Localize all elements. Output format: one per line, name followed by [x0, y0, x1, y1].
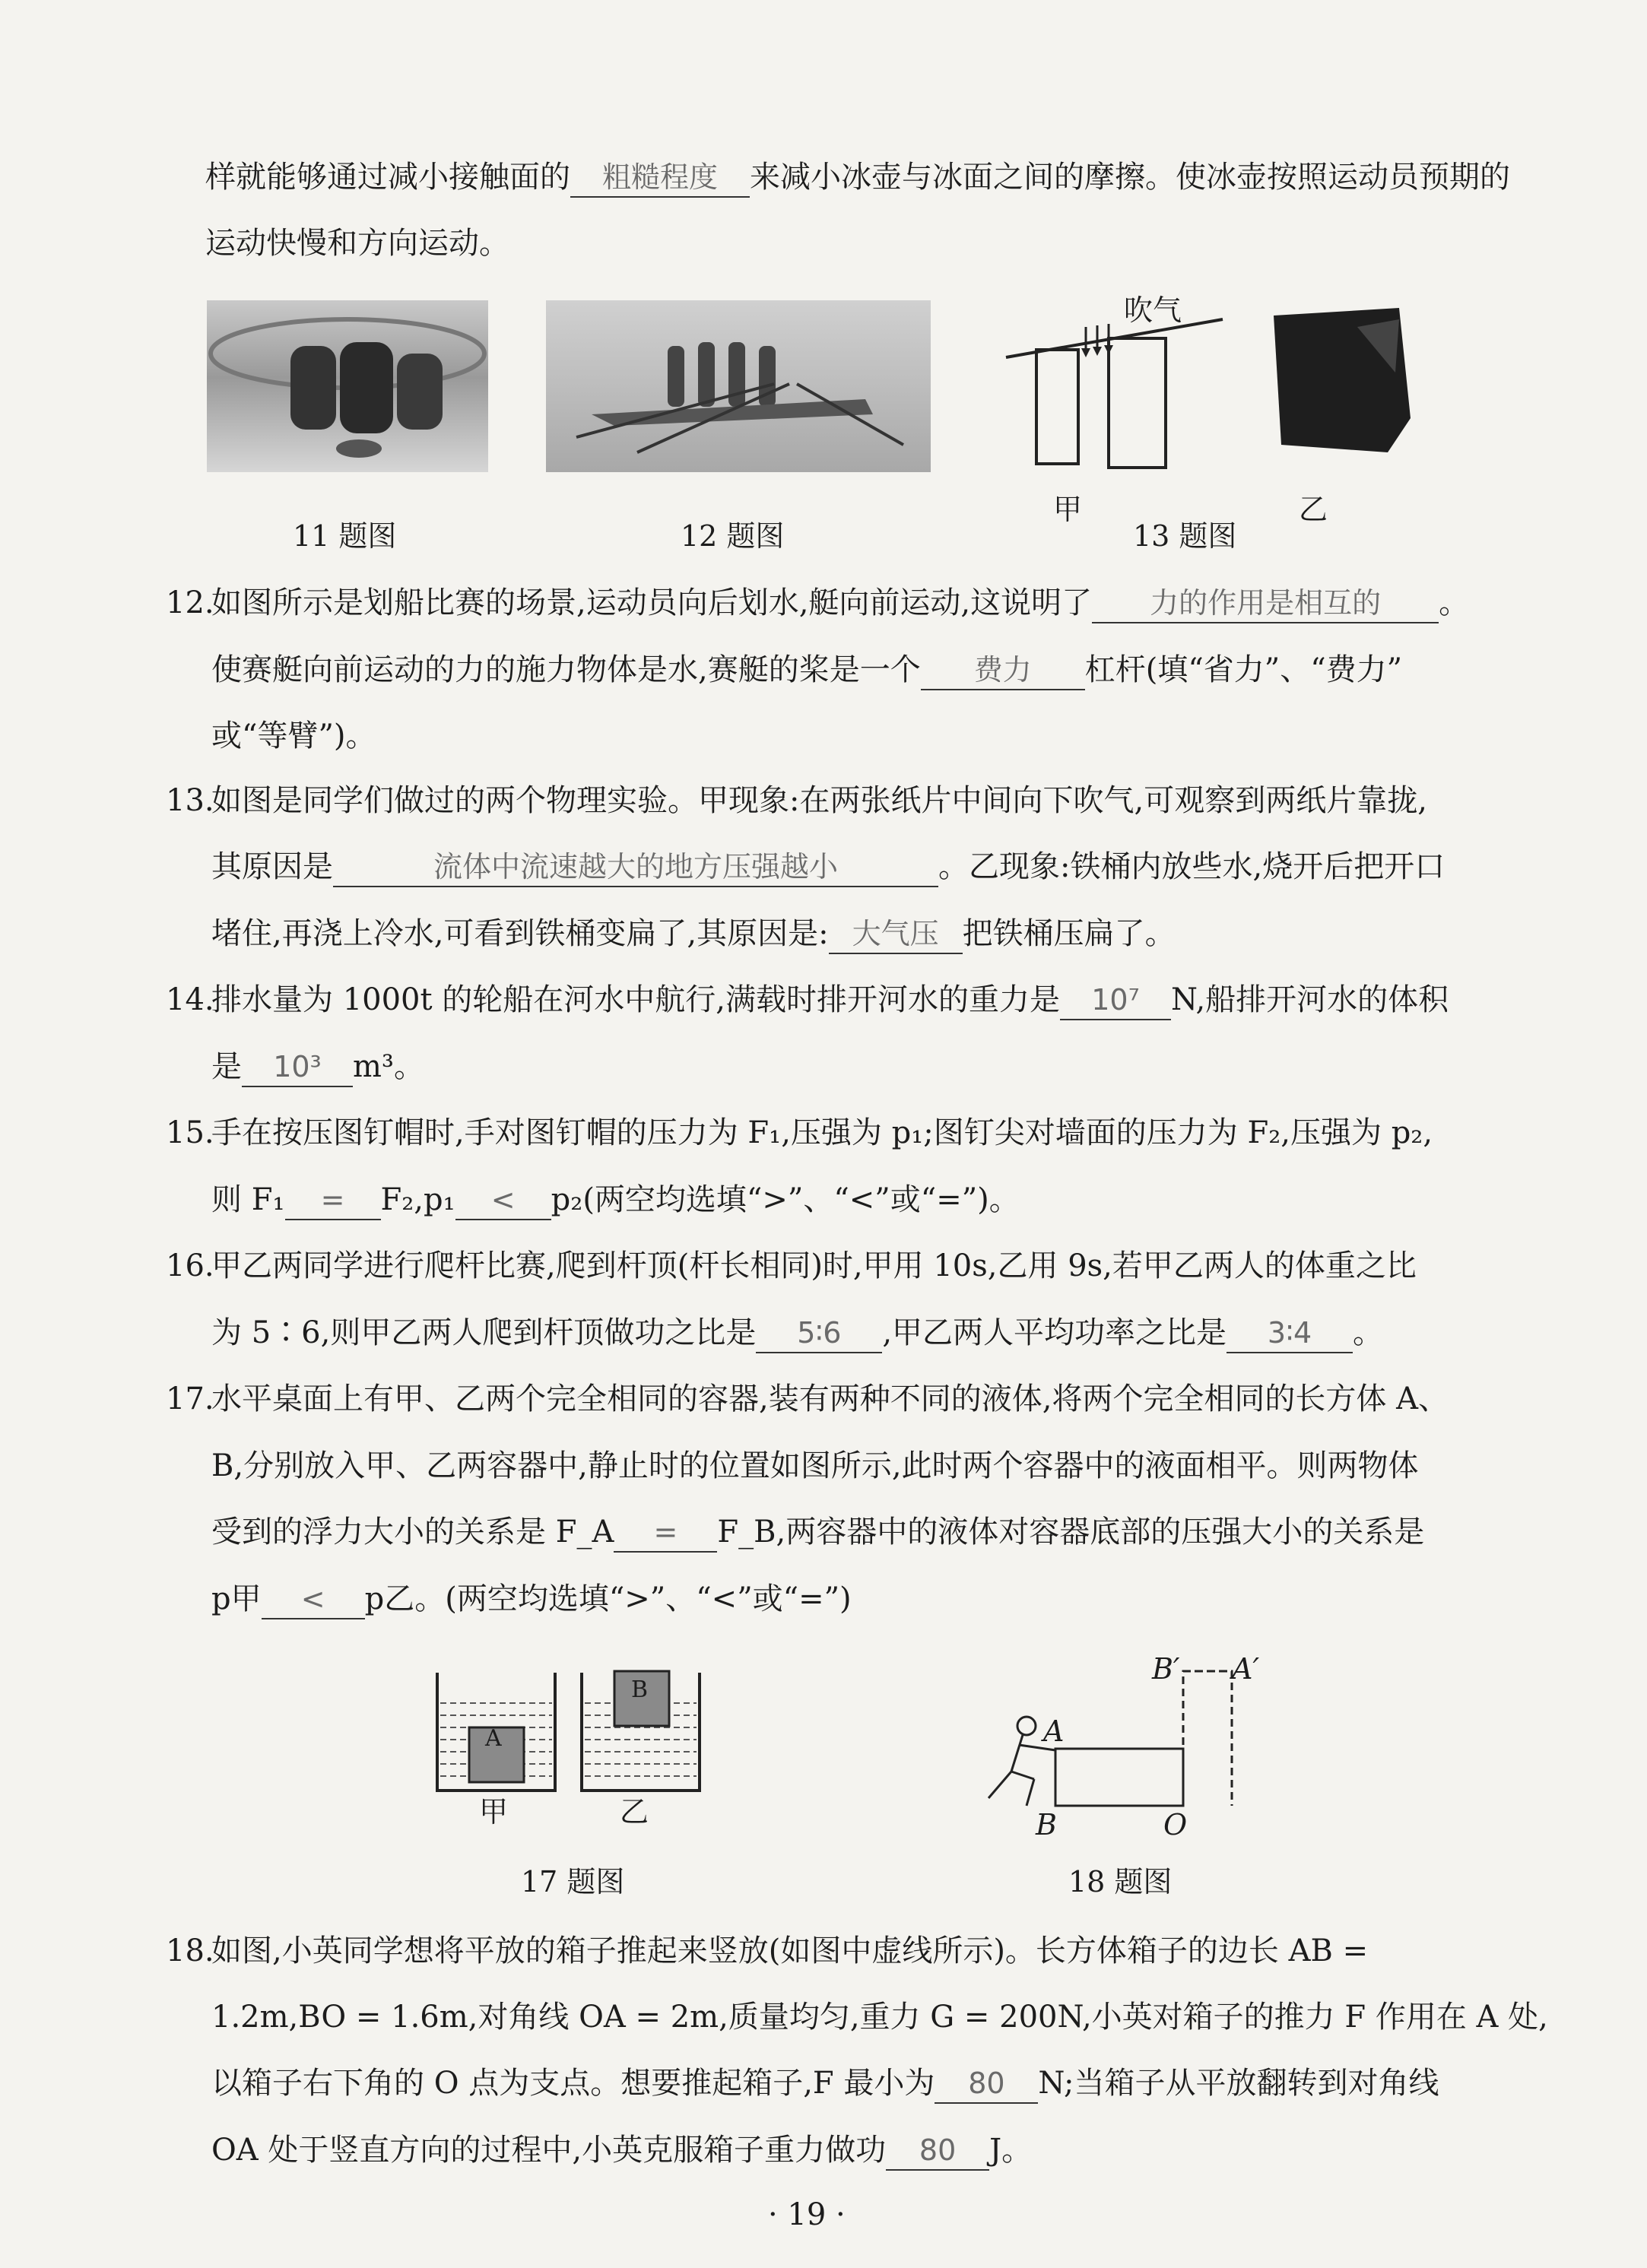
- q17-text: 水平桌面上有甲、乙两个完全相同的容器,装有两种不同的液体,将两个完全相同的长方体 A、: [211, 1381, 1449, 1416]
- q12-text-2b: 杠杆(填“省力”、“费力”: [1084, 652, 1403, 687]
- q13-line-2: [211, 845, 1445, 888]
- q15-text: 手在按压图钉帽时,手对图钉帽的压力为 F₁,压强为 p₁;图钉尖对墙面的压力为 F₂,压强为 p₂,: [211, 1115, 1433, 1150]
- answer-blank: 粗糙程度: [570, 158, 750, 198]
- q14-answer-2: 10³: [242, 1048, 353, 1087]
- q13-text: 如图是同学们做过的两个物理实验。甲现象:在两张纸片中间向下吹气,可观察到两纸片靠拢,: [211, 783, 1427, 818]
- box-flat: [1055, 1749, 1183, 1806]
- q12-line-3: 或“等臂”)。: [211, 718, 376, 753]
- q17-line-2: B,分别放入甲、乙两容器中,静止时的位置如图所示,此时两个容器中的液面相平。则两物体: [211, 1448, 1419, 1483]
- q12-answer-1: 力的作用是相互的: [1092, 584, 1439, 623]
- q13-answer-2: 大气压: [829, 915, 963, 954]
- q15-answer-2: <: [455, 1181, 551, 1220]
- caption-17: 17 题图: [521, 1865, 625, 1898]
- person-figure: [1017, 1717, 1036, 1735]
- q13-text-2a: 其原因是: [211, 849, 333, 884]
- rowing-photo: [546, 300, 931, 472]
- intro-text-b: 来减小冰壶与冰面之间的摩擦。使冰壶按照运动员预期的: [750, 160, 1510, 195]
- q17-answer-1: =: [614, 1513, 717, 1553]
- q18-line-4: [211, 2129, 1032, 2171]
- q17-line-3: [211, 1511, 1424, 1553]
- page-number: · 19 ·: [768, 2197, 846, 2232]
- q17-text-4b: p乙。(两空均选填“>”、“<”或“=”): [364, 1581, 852, 1616]
- blow-label: 吹气: [1124, 293, 1182, 327]
- caption-11: 11 题图: [293, 519, 397, 553]
- curling-photo: [207, 300, 488, 472]
- q13-line-1: [166, 779, 1427, 822]
- q12-answer-2: 费力: [921, 651, 1085, 690]
- label-b: B: [1036, 1808, 1057, 1841]
- q16-number: 16.: [166, 1248, 214, 1283]
- rowing-figure: [546, 300, 931, 472]
- q18-line-1: [166, 1930, 1368, 1972]
- q16-answer-1: 5∶6: [756, 1314, 882, 1353]
- label-a-prime: A′: [1232, 1652, 1260, 1686]
- q16-answer-2: 3∶4: [1227, 1314, 1353, 1353]
- q15-text-2b: F₂,p₁: [380, 1182, 455, 1217]
- q12-text-2: 使赛艇向前运动的力的施力物体是水,赛艇的桨是一个: [211, 652, 921, 687]
- q12-line-1: [166, 582, 1469, 624]
- q14-text-2b: m³。: [353, 1049, 424, 1084]
- q15-line-1: [166, 1112, 1433, 1154]
- label-yi-13: 乙: [1299, 493, 1328, 526]
- q14-line-2: [211, 1045, 424, 1088]
- crushed-barrel-photo: [1266, 304, 1418, 456]
- label-yi-17: 乙: [620, 1795, 649, 1829]
- label-jia-13: 甲: [1053, 493, 1083, 526]
- q14-text: 排水量为 1000t 的轮船在河水中航行,满载时排开河水的重力是: [211, 982, 1061, 1017]
- q13-line-3: [211, 912, 1176, 955]
- q12-text: 如图所示是划船比赛的场景,运动员向后划水,艇向前运动,这说明了: [211, 585, 1093, 620]
- q16-text-2c: 。: [1353, 1315, 1384, 1350]
- blowing-papers-diagram: [1002, 297, 1230, 494]
- q17-number: 17.: [166, 1381, 214, 1416]
- curling-figure: [207, 300, 488, 472]
- q12-line-2: [211, 649, 1402, 691]
- label-box-b: B: [631, 1676, 649, 1703]
- q17-answer-2: <: [262, 1580, 365, 1619]
- label-a: A: [1043, 1714, 1065, 1748]
- q16-text-2b: ,甲乙两人平均功率之比是: [882, 1315, 1227, 1350]
- q18-line-3: [211, 2062, 1439, 2105]
- containers-diagram: [430, 1665, 719, 1817]
- caption-18: 18 题图: [1068, 1865, 1173, 1898]
- q18-text-3a: 以箱子右下角的 O 点为支点。想要推起箱子,F 最小为: [211, 2066, 935, 2101]
- q14-answer-1: 10⁷: [1060, 981, 1171, 1020]
- intro-text: 样就能够通过减小接触面的: [205, 160, 570, 195]
- label-b-prime: B′: [1152, 1652, 1180, 1686]
- box-upright: [1183, 1671, 1232, 1806]
- q13-text-2b: 。乙现象:铁桶内放些水,烧开后把开口: [938, 849, 1445, 884]
- q18-text-3b: N;当箱子从平放翻转到对角线: [1038, 2066, 1439, 2101]
- q15-answer-1: =: [285, 1181, 381, 1220]
- label-jia-17: 甲: [479, 1795, 509, 1829]
- q18-text: 如图,小英同学想将平放的箱子推起来竖放(如图中虚线所示)。长方体箱子的边长 AB =: [211, 1933, 1369, 1968]
- label-o: O: [1163, 1808, 1188, 1841]
- q13-answer-1: 流体中流速越大的地方压强越小: [333, 848, 938, 887]
- q16-line-1: [166, 1245, 1417, 1287]
- q14-line-1: [166, 979, 1449, 1021]
- intro-line-1: [205, 156, 1510, 198]
- q13-text-3b: 把铁桶压扁了。: [962, 916, 1176, 951]
- q17-line-1: [166, 1378, 1449, 1420]
- q15-text-2c: p₂(两空均选填“>”、“<”或“=”)。: [551, 1182, 1020, 1217]
- label-box-a: A: [485, 1725, 502, 1752]
- intro-line-2: 运动快慢和方向运动。: [205, 226, 509, 261]
- q16-text-2a: 为 5∶6,则甲乙两人爬到杆顶做功之比是: [211, 1315, 757, 1350]
- caption-13: 13 题图: [1133, 519, 1237, 553]
- q18-line-2: 1.2m,BO = 1.6m,对角线 OA = 2m,质量均匀,重力 G = 200N,小英对箱子的推力 F 作用在 A 处,: [211, 2000, 1548, 2035]
- q14-text-2a: 是: [211, 1049, 242, 1084]
- q13-text-3a: 堵住,再浇上冷水,可看到铁桶变扁了,其原因是:: [211, 916, 829, 951]
- q18-answer-1: 80: [935, 2064, 1038, 2104]
- q18-answer-2: 80: [886, 2131, 989, 2171]
- q16-line-2: [211, 1312, 1383, 1354]
- q18-text-4b: J。: [989, 2133, 1033, 2168]
- q17-text-3a: 受到的浮力大小的关系是 F_A: [211, 1515, 614, 1550]
- q17-text-4a: p甲: [211, 1581, 262, 1616]
- q17-line-4: [211, 1578, 852, 1620]
- q13-number: 13.: [166, 783, 214, 818]
- q15-text-2a: 则 F₁: [211, 1182, 285, 1217]
- caption-12: 12 题图: [681, 519, 785, 553]
- q12-end: 。: [1439, 585, 1470, 620]
- q16-text: 甲乙两同学进行爬杆比赛,爬到杆顶(杆长相同)时,甲用 10s,乙用 9s,若甲乙两人的体重之比: [211, 1248, 1417, 1283]
- q15-line-2: [211, 1178, 1020, 1221]
- q15-number: 15.: [166, 1115, 214, 1150]
- q14-text-1b: N,船排开河水的体积: [1171, 982, 1449, 1017]
- q14-number: 14.: [166, 982, 214, 1017]
- q18-text-4a: OA 处于竖直方向的过程中,小英克服箱子重力做功: [211, 2133, 887, 2168]
- q12-number: 12.: [166, 585, 214, 620]
- q17-text-3b: F_B,两容器中的液体对容器底部的压强大小的关系是: [717, 1515, 1425, 1550]
- q18-number: 18.: [166, 1933, 214, 1968]
